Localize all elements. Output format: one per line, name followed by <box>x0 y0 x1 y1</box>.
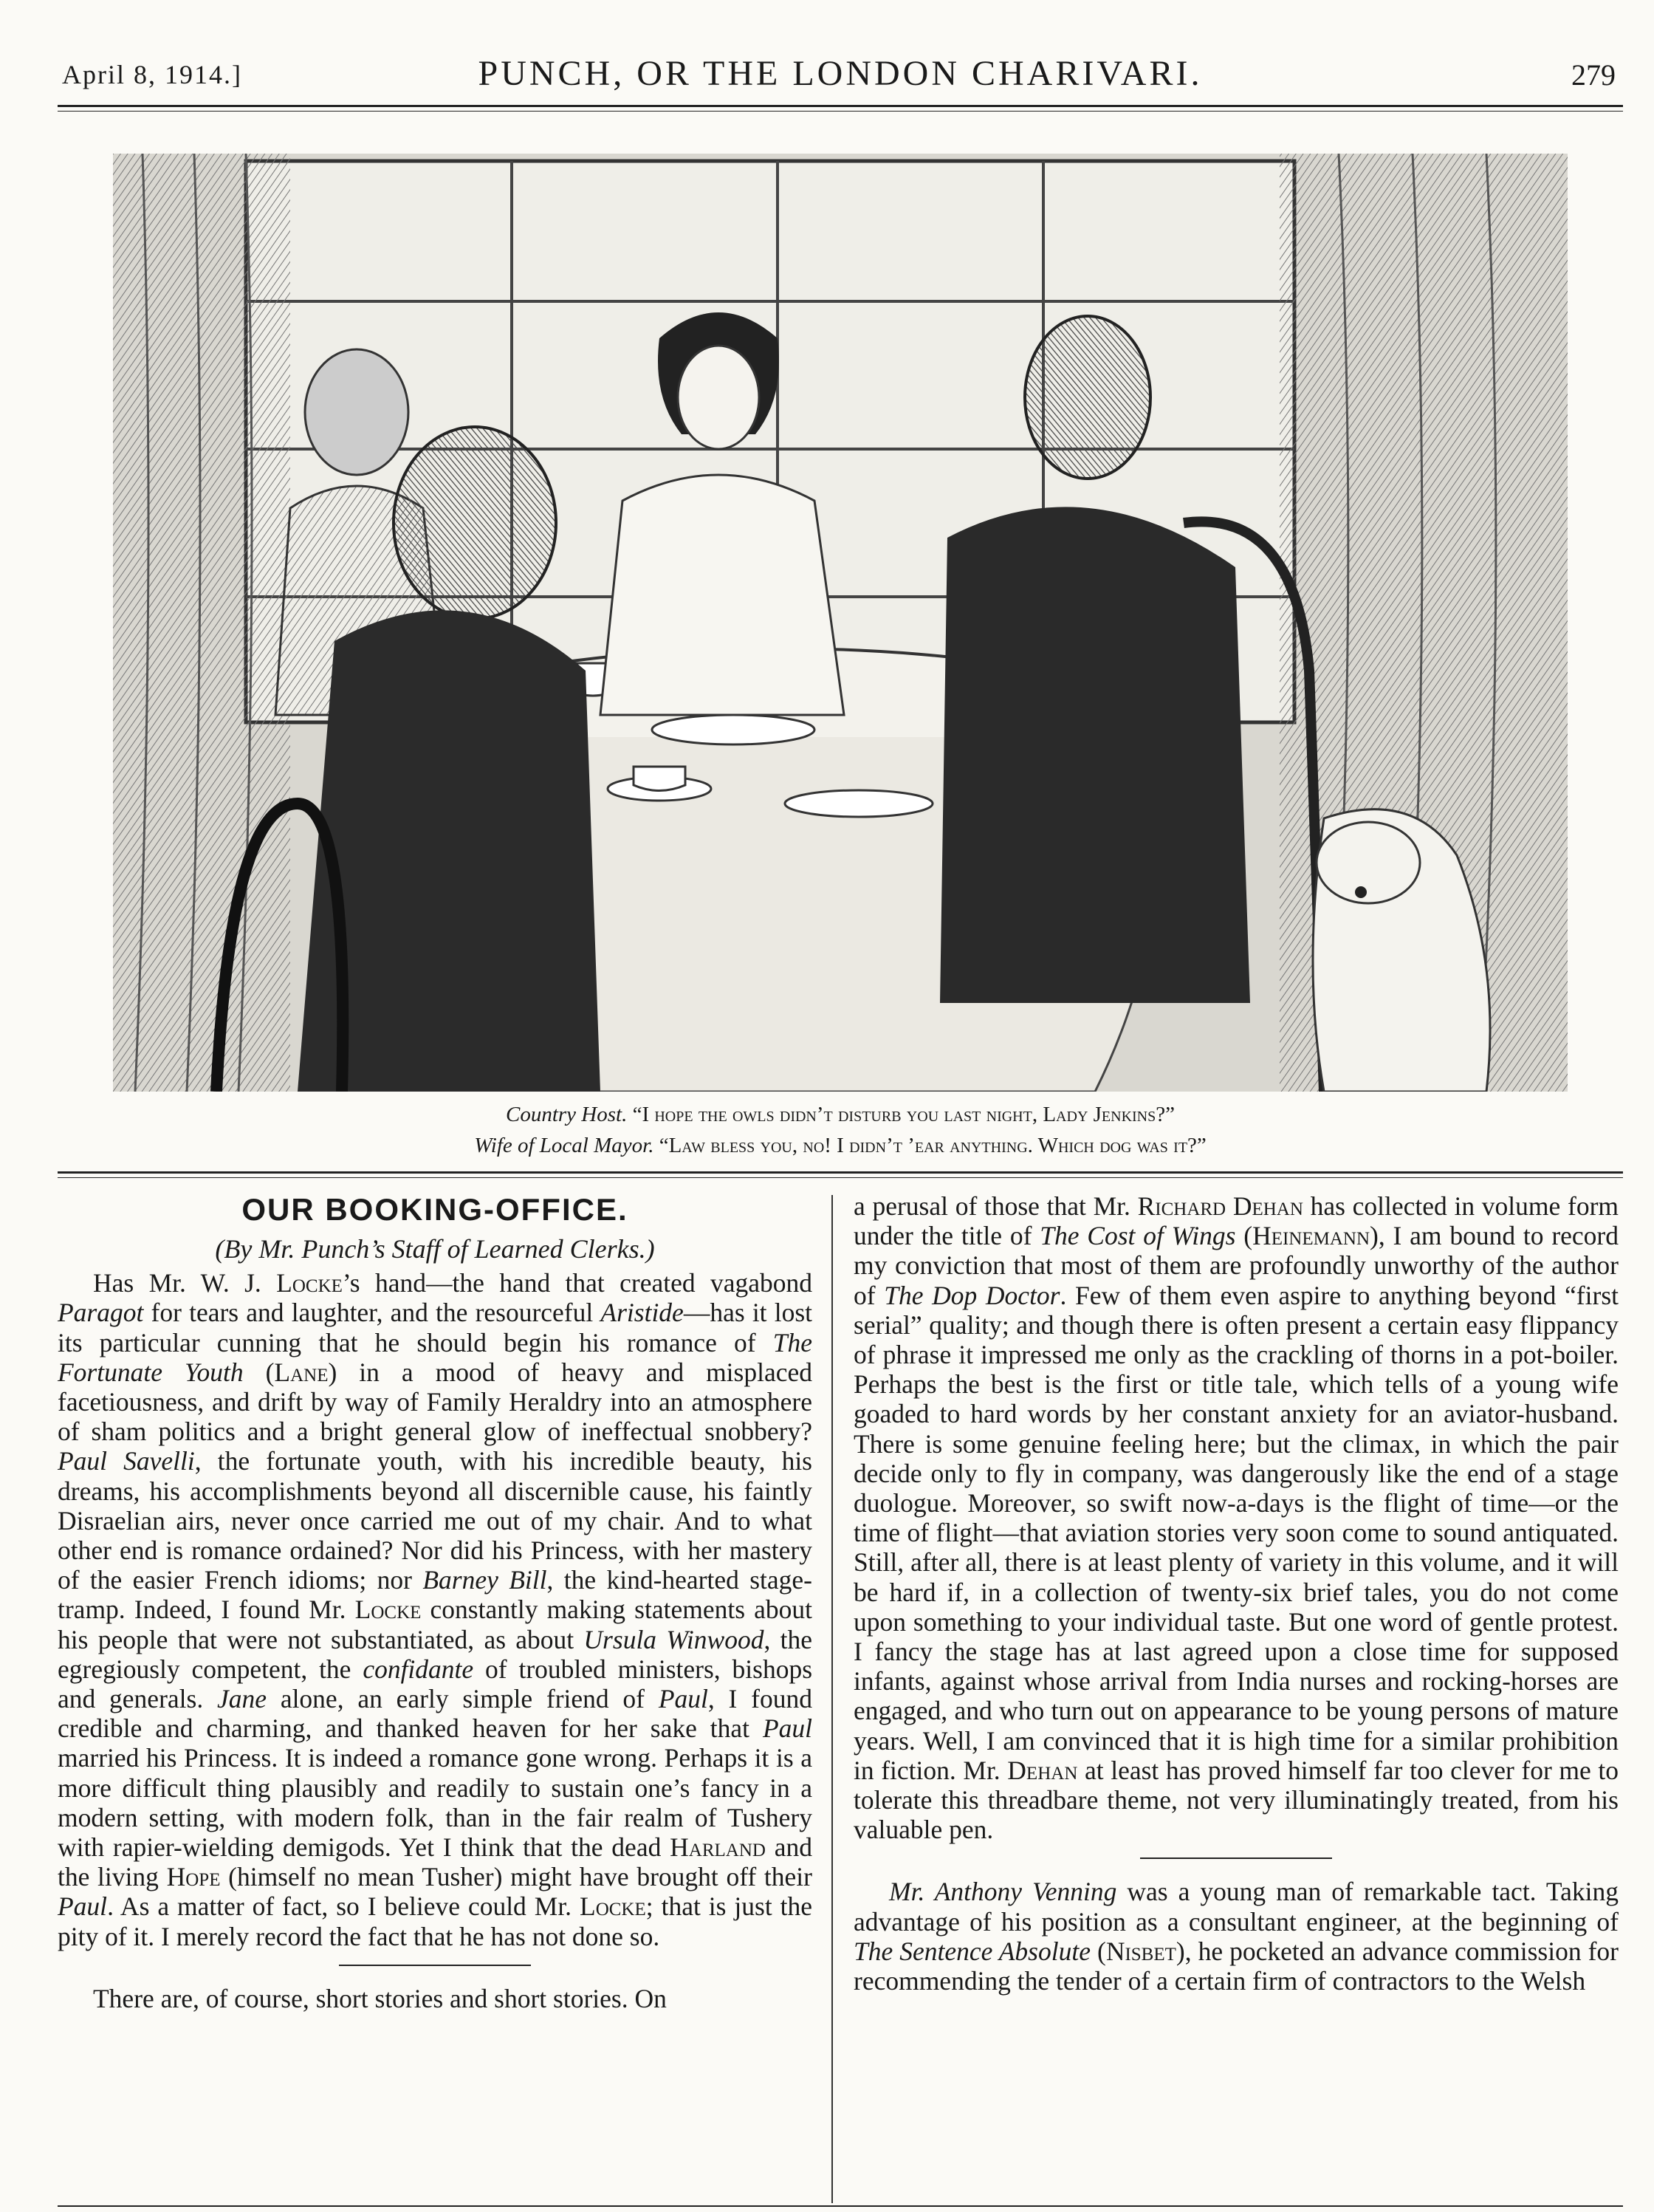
review-separator <box>1140 1857 1332 1859</box>
illustration-caption <box>58 1099 1623 1161</box>
review-short-stories-intro: There are, of course, short stories and short stories. On <box>93 1983 667 2013</box>
running-head <box>58 43 1623 102</box>
header-rule-thin <box>58 111 1623 112</box>
publication-title: PUNCH, OR THE LONDON CHARIVARI. <box>478 54 1203 93</box>
review-sentence-absolute: Mr. Anthony Venning was a young man of remarkable tact. Taking advantage of his position as a consultant engineer, at the beginning of The Sentence Absolute (Nisbet), he pocketed an advance commission for recommending the tender of a certain firm of contractors to the Welsh <box>854 1877 1619 1996</box>
footer-rule <box>58 2205 1623 2207</box>
issue-date: April 8, 1914.] <box>62 60 242 89</box>
right-column <box>854 1191 1619 1996</box>
caption-line-wife <box>58 1130 1623 1161</box>
cartoon-illustration <box>113 154 1568 1092</box>
review-fortunate-youth: Has Mr. W. J. Locke’s hand—the hand that created vagabond Paragot for tears and laughter, and the resourceful Aristide—has it lost its particular cunning that he should begin his romance of The Fortunate Youth (Lane) in a mood of heavy and misplaced facetiousness, and drift by way of Family Heraldry into an atmosphere of sham politics and a bright general glow of ineffectual snobbery? Paul Savelli, the fortunate youth, with his incredible beauty, his dreams, his accomplishments beyond all discernible cause, his faintly Disraelian airs, never once carried me out of my chair. And to what other end is romance ordained? Nor did his Princess, with her mastery of the easier French idioms; nor Barney Bill, the kind-hearted stage-tramp. Indeed, I found Mr. Locke constantly making statements about his people that were not substantiated, as about Ursula Winwood, the egregiously competent, the confidante of troubled ministers, bishops and generals. Jane alone, an early simple friend of Paul, I found credible and charming, and thanked heaven for her sake that Paul married his Princess. It is indeed a romance gone wrong. Perhaps it is a more difficult thing plausibly and readily to sustain one’s fancy in a modern setting, with modern folk, than in the fair realm of Tushery with rapier-wielding demigods. Yet I think that the dead Harland and the living Hope (himself no mean Tusher) might have brought off their Paul. As a matter of fact, so I believe could Mr. Locke; that is just the pity of it. I merely record the fact that he has not done so. <box>58 1268 813 1951</box>
caption-speaker-host: Country Host. <box>505 1103 628 1126</box>
caption-rule <box>58 1171 1623 1174</box>
caption-line-host <box>58 1099 1623 1130</box>
caption-speaker-wife: Wife of Local Mayor. <box>474 1134 654 1157</box>
caption-text-wife: “Law bless you, no! I didn’t ’ear anything. Which dog was it?” <box>653 1134 1207 1157</box>
section-heading: OUR BOOKING-OFFICE. <box>241 1192 628 1227</box>
byline: (By Mr. Punch’s Staff of Learned Clerks.) <box>215 1234 655 1264</box>
column-divider <box>831 1195 833 2203</box>
header-rule <box>58 105 1623 107</box>
review-separator <box>339 1965 531 1966</box>
page <box>58 43 1623 2170</box>
page-number: 279 <box>1571 58 1616 92</box>
caption-rule-thin <box>58 1177 1623 1178</box>
review-cost-of-wings: a perusal of those that Mr. Richard Dehan has collected in volume form under the title of The Cost of Wings (Heinemann), I am bound to record my conviction that most of them are profoundly unworthy of the author of The Dop Doctor. Few of them even aspire to anything beyond “first serial” quality; and though there is often present a certain easy flippancy of phrase it impressed me only as the crackling of thorns in a pot-boiler. Perhaps the best is the first or title tale, which tells of a young wife goaded to hard words by her constant anxiety for an aviator-husband. There is some genuine feeling here; but the climax, in which the pair decide only to fly in company, was dangerously like the end of a stage duologue. Moreover, so swift now-a-days is the flight of time—or the time of flight—that aviation stories very soon come to sound antiquated. Still, after all, there is at least plenty of variety in this volume, and it will be hard if, in a collection of twenty-six brief tales, you do not come upon something to your individual taste. But one word of gentle protest. I fancy the stage has at last agreed upon a close time for supposed infants, against whose arrival from India nurses and rocking-horses are engaged, and who turn out on appearance to be young persons of mature years. Well, I am convinced that it is high time for a similar prohibition in fiction. Mr. Dehan at least has proved himself far too clever for me to tolerate this threadbare theme, not very illuminatingly treated, from his valuable pen. <box>854 1191 1619 1845</box>
left-column <box>58 1191 812 2013</box>
caption-text-host: “I hope the owls didn’t disturb you last night, Lady Jenkins?” <box>627 1103 1175 1126</box>
